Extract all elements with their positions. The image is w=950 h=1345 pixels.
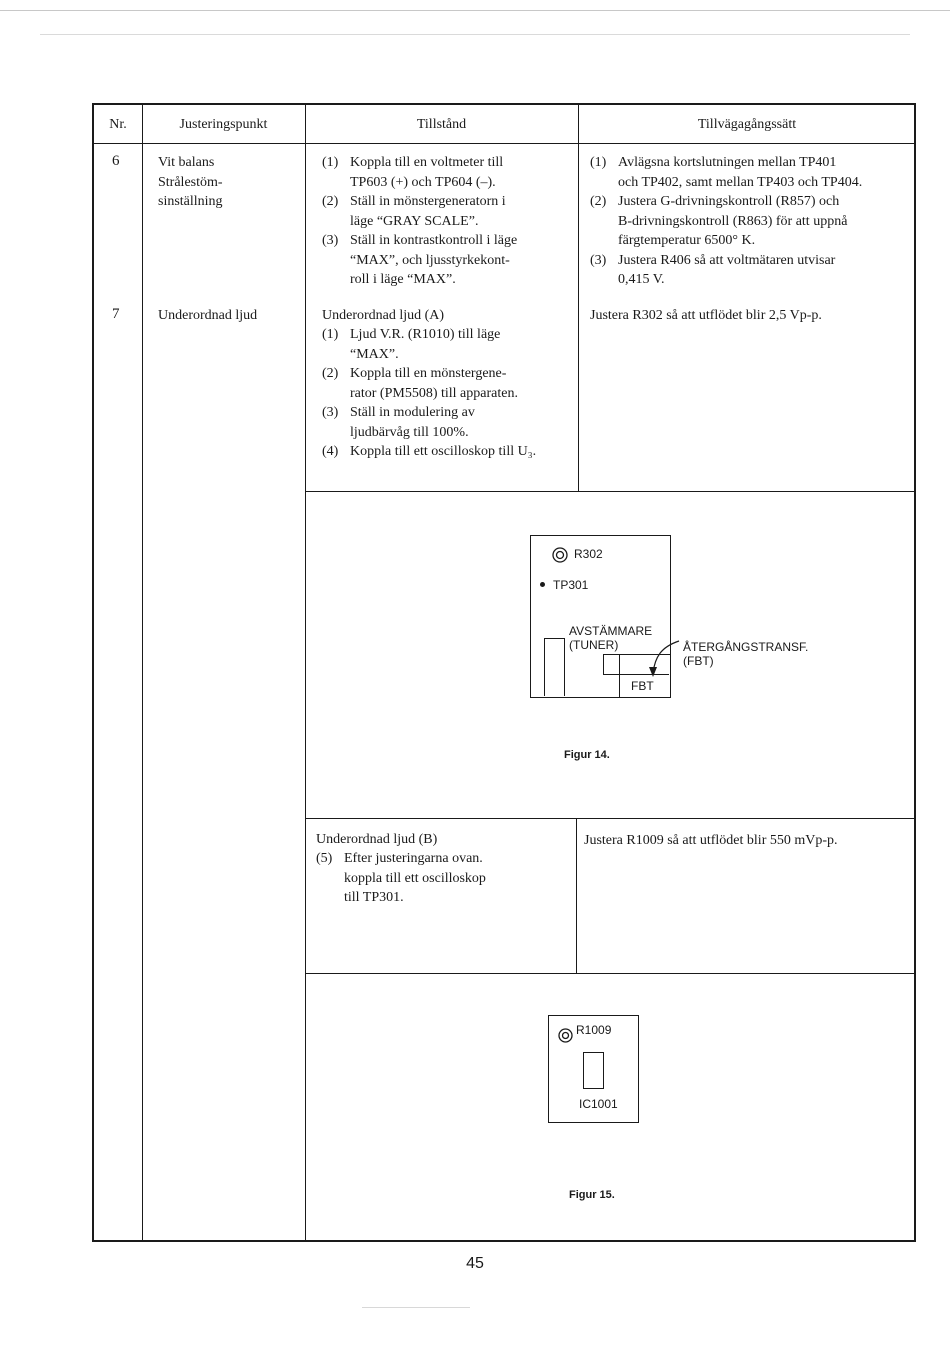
- scan-artifact-line: [40, 34, 910, 35]
- tuner-block: [544, 638, 565, 696]
- row7-partB-conditions: [316, 849, 571, 908]
- procedure-item: (2) Justera G-drivningskontroll (R857) och B-drivningskontroll (R863) för att uppnå färgtemperatur 6500° K.: [590, 194, 848, 248]
- fbt-step: [603, 654, 604, 675]
- scan-artifact-line: [362, 1307, 470, 1308]
- condition-item: (3) Ställ in modulering av ljudbärvåg till 100%.: [322, 405, 475, 440]
- page-number: 45: [466, 1255, 484, 1272]
- fbt-callout-line2: (FBT): [683, 654, 714, 668]
- condition-item: (2) Koppla till en mönstergene- rator (PM5508) till apparaten.: [322, 366, 518, 401]
- header-divider: [94, 143, 916, 144]
- condition-item: (1) Koppla till en voltmeter till TP603 (+) och TP604 (–).: [322, 155, 504, 190]
- fbt-label: FBT: [631, 679, 654, 693]
- column-divider: [578, 105, 579, 491]
- row7-partA-conditions: [322, 325, 574, 462]
- ic-chip: [583, 1052, 604, 1089]
- column-divider: [576, 818, 577, 973]
- procedure-item: (1) Avlägsna kortslutningen mellan TP401 och TP402, samt mellan TP403 och TP404.: [590, 155, 863, 190]
- header-condition: Tillstånd: [416, 117, 467, 132]
- column-divider: [142, 105, 143, 1242]
- row6-point-line: Vit balans: [158, 155, 215, 170]
- row7-partB-title: Underordnad ljud (B): [316, 832, 438, 847]
- adjustment-table: [92, 103, 916, 1242]
- r1009-label: R1009: [576, 1023, 612, 1037]
- header-procedure: Tillvägagångssätt: [697, 117, 797, 132]
- fbt-callout-line1: ÅTERGÅNGSTRANSF.: [683, 640, 809, 654]
- figure-14-caption: Figur 14.: [564, 749, 610, 761]
- condition-item: (3) Ställ in kontrastkontroll i läge “MAX”, och ljusstyrkekont- roll i läge “MAX”.: [322, 233, 518, 287]
- scan-artifact-line: [0, 10, 950, 11]
- row6-adjustment-point: [158, 153, 223, 212]
- row-divider: [305, 491, 916, 492]
- row-divider: [305, 818, 916, 819]
- header-adjustment-point: Justeringspunkt: [179, 117, 268, 132]
- row7-adjustment-point: Underordnad ljud: [158, 308, 258, 323]
- figure-15-caption: Figur 15.: [569, 1189, 615, 1201]
- tuner-label-line2: (TUNER): [569, 638, 619, 652]
- row6-point-line: Strålestöm-: [158, 174, 223, 190]
- r302-label: R302: [574, 547, 603, 561]
- test-point-dot-icon: [540, 582, 545, 587]
- tp301-label: TP301: [553, 578, 589, 592]
- row6-point-line: sinställning: [158, 194, 223, 209]
- tuner-label-line1: AVSTÄMMARE: [569, 624, 653, 638]
- header-nr: Nr.: [109, 117, 127, 132]
- adjustment-symbol-icon: [551, 546, 569, 564]
- fbt-step: [603, 654, 620, 655]
- row6-conditions: [322, 153, 572, 290]
- row6-procedures: [590, 153, 910, 290]
- condition-item: (1) Ljud V.R. (R1010) till läge “MAX”.: [322, 327, 501, 362]
- row-divider: [305, 973, 916, 974]
- condition-item: (4) Koppla till ett oscilloskop till U₃.: [322, 444, 537, 459]
- row-number-6: 6: [112, 153, 120, 169]
- row7-partB-procedure: Justera R1009 så att utflödet blir 550 mVp-p.: [584, 833, 838, 848]
- condition-item: (2) Ställ in mönstergeneratorn i läge “GRAY SCALE”.: [322, 194, 506, 229]
- condition-item: (5) Efter justeringarna ovan. koppla till ett oscilloskop till TP301.: [316, 851, 486, 905]
- ic1001-label: IC1001: [579, 1097, 618, 1111]
- row7-partA-title: Underordnad ljud (A): [322, 308, 445, 323]
- procedure-item: (3) Justera R406 så att voltmätaren utvisar 0,415 V.: [590, 252, 836, 287]
- row-number-7: 7: [112, 306, 120, 322]
- column-divider: [305, 105, 306, 1242]
- fbt-callout-arrow-icon: [639, 635, 689, 680]
- row7-partA-procedure: Justera R302 så att utflödet blir 2,5 Vp-p.: [590, 308, 822, 323]
- figure-15-board: [548, 1015, 639, 1123]
- adjustment-symbol-icon: [557, 1027, 574, 1044]
